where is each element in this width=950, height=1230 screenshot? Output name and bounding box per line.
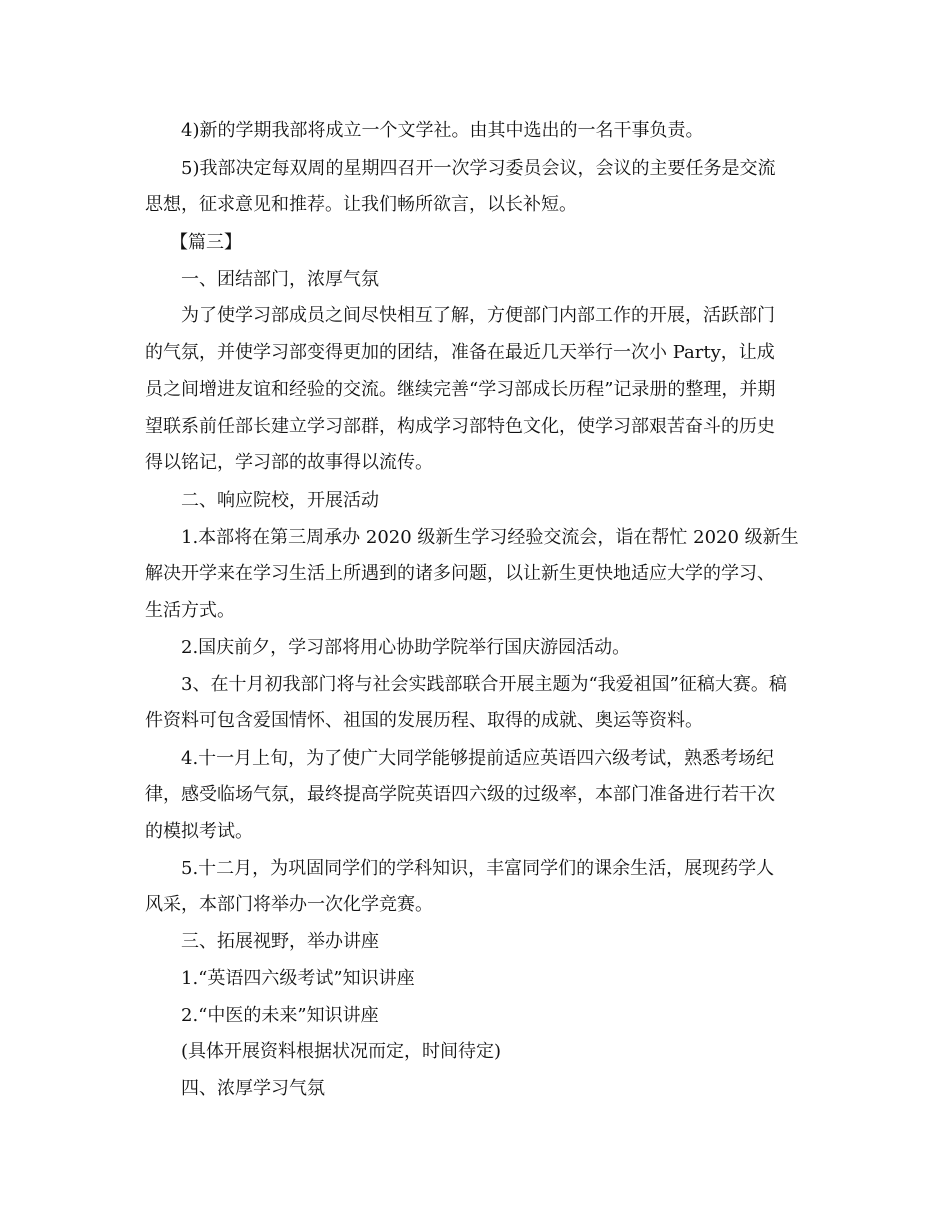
paragraph-item-5: 5)我部决定每双周的星期四召开一次学习委员会议，会议的主要任务是交流 <box>181 158 776 179</box>
activity-5-line-2: 风采，本部门将举办一次化学竞赛。 <box>145 894 433 915</box>
heading-2: 二、响应院校，开展活动 <box>181 490 379 511</box>
activity-1-line-3: 生活方式。 <box>145 600 235 621</box>
paragraph-1-line-2: 的气氛，并使学习部变得更加的团结，准备在最近几天举行一次小 Party，让成 <box>145 342 775 363</box>
lecture-note: (具体开展资料根据状况而定，时间待定) <box>181 1041 502 1062</box>
paragraph-item-5-cont: 思想，征求意见和推荐。让我们畅所欲言，以长补短。 <box>145 194 577 215</box>
section-title: 【篇三】 <box>170 232 242 253</box>
activity-4-line-2: 律，感受临场气氛，最终提高学院英语四六级的过级率，本部门准备进行若干次 <box>145 784 775 805</box>
paragraph-1-line-4: 望联系前任部长建立学习部群，构成学习部特色文化，使学习部艰苦奋斗的历史 <box>145 416 775 437</box>
lecture-1: 1.“英语四六级考试”知识讲座 <box>181 968 415 989</box>
heading-4: 四、浓厚学习气氛 <box>181 1078 325 1099</box>
heading-3: 三、拓展视野，举办讲座 <box>181 931 379 952</box>
heading-1: 一、团结部门，浓厚气氛 <box>181 269 379 290</box>
activity-3-line-2: 件资料可包含爱国情怀、祖国的发展历程、取得的成就、奥运等资料。 <box>145 710 703 731</box>
paragraph-1-line-5: 得以铭记，学习部的故事得以流传。 <box>145 452 433 473</box>
activity-1: 1.本部将在第三周承办 2020 级新生学习经验交流会，诣在帮忙 2020 级新生 <box>181 527 799 548</box>
activity-3: 3、在十月初我部门将与社会实践部联合开展主题为“我爱祖国”征稿大赛。稿 <box>181 674 787 695</box>
paragraph-1: 为了使学习部成员之间尽快相互了解，方便部门内部工作的开展，活跃部门 <box>181 305 775 326</box>
activity-1-line-2: 解决开学来在学习生活上所遇到的诸多问题，以让新生更快地适应大学的学习、 <box>145 563 775 584</box>
activity-4-line-3: 的模拟考试。 <box>145 821 253 842</box>
activity-4: 4.十一月上旬，为了使广大同学能够提前适应英语四六级考试，熟悉考场纪 <box>181 748 775 769</box>
lecture-2: 2.“中医的未来”知识讲座 <box>181 1005 379 1026</box>
paragraph-1-line-3: 员之间增进友谊和经验的交流。继续完善“学习部成长历程”记录册的整理，并期 <box>145 379 776 400</box>
paragraph-item-4: 4)新的学期我部将成立一个文学社。由其中选出的一名干事负责。 <box>181 120 704 141</box>
activity-2: 2.国庆前夕，学习部将用心协助学院举行国庆游园活动。 <box>181 637 631 658</box>
activity-5: 5.十二月，为巩固同学们的学科知识，丰富同学们的课余生活，展现药学人 <box>181 858 775 879</box>
